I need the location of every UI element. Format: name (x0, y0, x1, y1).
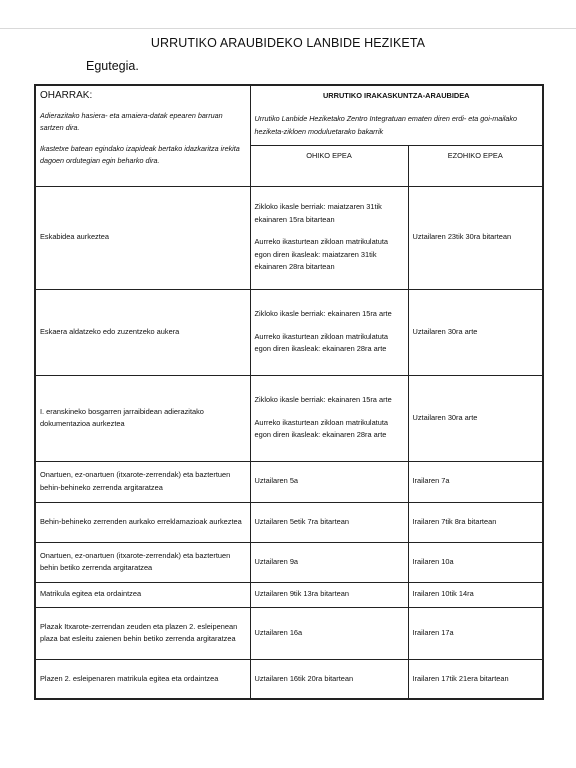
ordinary-period-cell (250, 542, 408, 582)
ordinary-period-text: Uztailaren 5a (254, 476, 299, 486)
table-row (35, 542, 543, 582)
document-title: URRUTIKO ARAUBIDEKO LANBIDE HEZIKETA (150, 36, 426, 50)
extraordinary-period-cell: Irailaren 7a (408, 461, 543, 502)
ordinary-period-cell (250, 582, 408, 607)
regime-header-cell (250, 85, 543, 145)
table-header-row (35, 85, 543, 145)
procedure-label: Behin-behineko zerrenden aurkako erreklamazioak aurkeztea (35, 502, 250, 542)
extraordinary-period-cell: Irailaren 17tik 21era bitartean (408, 659, 543, 699)
page-top-rule (0, 28, 576, 29)
notes-cell (35, 85, 250, 186)
ordinary-period-cell (250, 375, 408, 461)
table-row (35, 461, 543, 502)
ordinary-period-text: Aurreko ikasturtean zikloan matrikulatuta egon diren ikasleak: maiatzaren 31tik ekainaren 28ra bitartean (254, 237, 389, 272)
ordinary-period-cell (250, 186, 408, 289)
notes-title: OHARRAK: (40, 90, 93, 101)
procedure-label: Onartuen, ez-onartuen (itxarote-zerrendak) eta baztertuen behin-behineko zerrenda argitaratzea (35, 461, 250, 502)
ordinary-period-cell (250, 659, 408, 699)
table-row (35, 375, 543, 461)
extraordinary-period-cell: Uztailaren 30ra arte (408, 375, 543, 461)
table-row (35, 186, 543, 289)
ordinary-period-cell (250, 607, 408, 659)
document-subtitle: Egutegia. (86, 59, 139, 73)
note-item: Adierazitako hasiera- eta amaiera-datak epearen barruan sartzen dira. (40, 111, 223, 132)
extraordinary-period-cell: Uztailaren 23tik 30ra bitartean (408, 186, 543, 289)
extraordinary-period-cell: Irailaren 10tik 14ra (408, 582, 543, 607)
ordinary-period-text: Uztailaren 16tik 20ra bitartean (254, 673, 354, 683)
table-row (35, 289, 543, 375)
extraordinary-period-cell: Irailaren 7tik 8ra bitartean (408, 502, 543, 542)
extraordinary-period-cell: Irailaren 10a (408, 542, 543, 582)
ordinary-period-text: Uztailaren 5etik 7ra bitartean (254, 516, 349, 526)
ordinary-period-text: Uztailaren 16a (254, 627, 303, 637)
procedure-label: I. eranskineko bosgarren jarraibidean adierazitako dokumentazioa aurkeztea (35, 375, 250, 461)
ordinary-period-text: Zikloko ikasle berriak: ekainaren 15ra arte (254, 309, 392, 319)
calendar-table (34, 84, 544, 700)
regime-description: Urrutiko Lanbide Heziketako Zentro Integratuan ematen diren erdi- eta goi-mailako heziketa-zikloen moduluetarako bakarrik (254, 114, 517, 136)
procedure-label: Eskabidea aurkeztea (35, 186, 250, 289)
regime-title: URRUTIKO IRAKASKUNTZA-ARAUBIDEA (322, 91, 470, 100)
ordinary-period-text: Zikloko ikasle berriak: maiatzaren 31tik ekainaren 15ra bitartean (254, 202, 382, 224)
ordinary-period-text: Uztailaren 9tik 13ra bitartean (254, 589, 349, 599)
column-header-extraordinary: EZOHIKO EPEA (408, 145, 543, 186)
ordinary-period-cell (250, 461, 408, 502)
ordinary-period-text: Uztailaren 9a (254, 556, 299, 566)
procedure-label: Plazen 2. esleipenaren matrikula egitea eta ordaintzea (35, 659, 250, 699)
procedure-label: Onartuen, ez-onartuen (itxarote-zerrendak) eta baztertuen behin betiko zerrenda argitaratzea (35, 542, 250, 582)
note-item: Ikastetxe batean egindako izapideak bertako idazkaritza irekita dagoen ordutegian egin beharko dira. (40, 144, 240, 165)
ordinary-period-cell (250, 502, 408, 542)
ordinary-period-text: Aurreko ikasturtean zikloan matrikulatuta egon diren ikasleak: ekainaren 28ra arte (254, 331, 389, 354)
procedure-label: Plazak Itxarote-zerrendan zeuden eta plazen 2. esleipenean plaza bat esleitu zaienen behin betiko zerrenda argitaratzea (35, 607, 250, 659)
ordinary-period-text: Zikloko ikasle berriak: ekainaren 15ra arte (254, 395, 392, 405)
procedure-label: Eskaera aldatzeko edo zuzentzeko aukera (35, 289, 250, 375)
table-row (35, 582, 543, 607)
table-row (35, 502, 543, 542)
ordinary-period-cell (250, 289, 408, 375)
extraordinary-period-cell: Irailaren 17a (408, 607, 543, 659)
procedure-label: Matrikula egitea eta ordaintzea (35, 582, 250, 607)
table-row (35, 607, 543, 659)
column-header-ordinary: OHIKO EPEA (250, 145, 408, 186)
extraordinary-period-cell: Uztailaren 30ra arte (408, 289, 543, 375)
ordinary-period-text: Aurreko ikasturtean zikloan matrikulatuta egon diren ikasleak: ekainaren 28ra arte (254, 417, 389, 440)
table-row (35, 659, 543, 699)
